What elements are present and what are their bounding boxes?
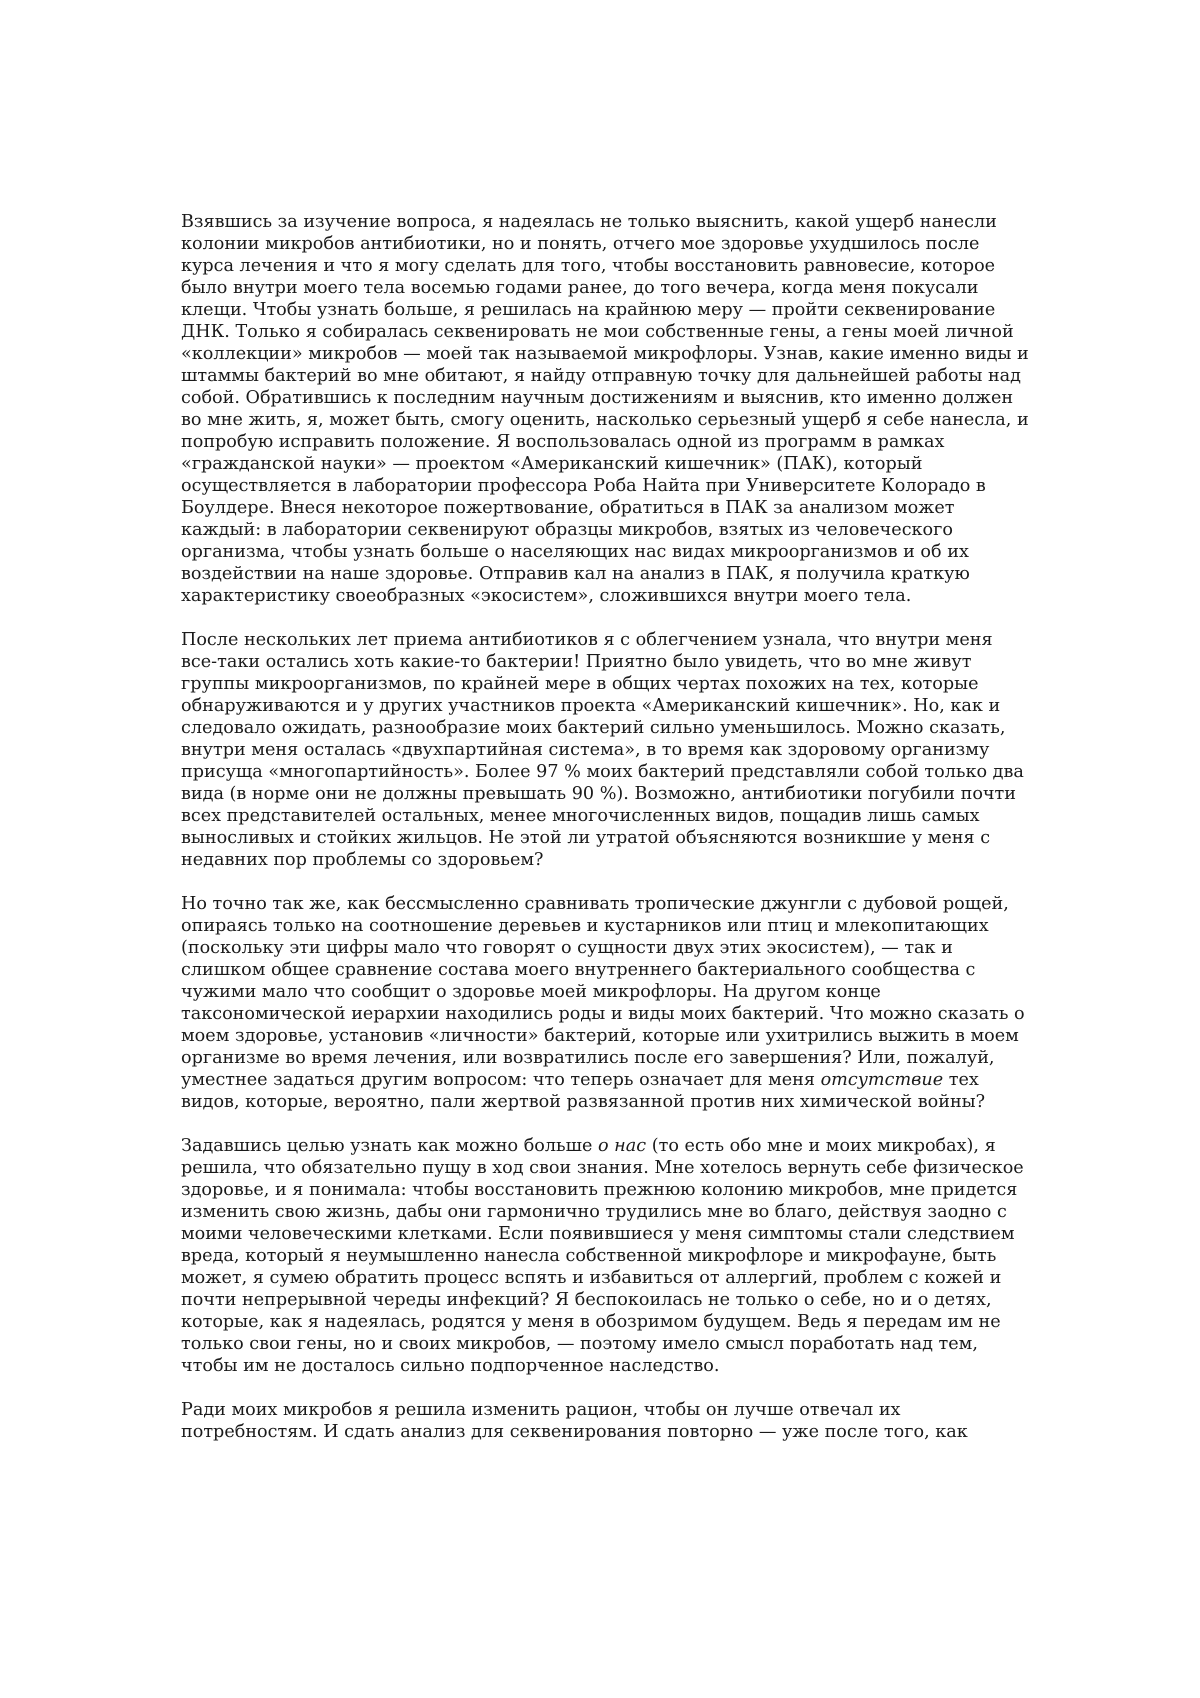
paragraph-3-text-end: тех видов, которые, вероятно, пали жертвой развязанной против них химической войны? <box>181 1070 986 1112</box>
italic-emphasis-o-nas: о нас <box>598 1136 647 1156</box>
paragraph-4-text-end: (то есть обо мне и моих микробах), я решила, что обязательно пущу в ход свои знания. Мне хотелось вернуть себе физическое здоровье, и я понимала: чтобы восстановить прежнюю колонию микробов, мне придется изменить свою жизнь, дабы они гармонично трудились мне во благо, действуя заодно с моими человеческими клетками. Если появившиеся у меня симптомы стали следствием вреда, который я неумышленно нанесла собственной микрофлоре и микрофауне, быть может, я сумею обратить процесс вспять и избавиться от аллергий, проблем с кожей и почти непрерывной череды инфекций? Я беспокоилась не только о себе, но и о детях, которые, как я надеялась, родятся у меня в обозримом будущем. Ведь я передам им не только свои гены, но и своих микробов, — поэтому имело смысл поработать над тем, чтобы им не досталось сильно подпорченное наследство. <box>181 1136 1024 1376</box>
paragraph-3 <box>181 893 1031 1113</box>
paragraph-4-text-start: Задавшись целью узнать как можно больше <box>181 1136 598 1156</box>
paragraph-4 <box>181 1135 1031 1377</box>
paragraph-2 <box>181 629 1031 871</box>
paragraph-5-text: Ради моих микробов я решила изменить рацион, чтобы он лучше отвечал их потребностям. И сдать анализ для секвенирования повторно — уже после того, как <box>181 1400 968 1442</box>
paragraph-5 <box>181 1399 1031 1443</box>
paragraph-3-text-start: Но точно так же, как бессмысленно сравнивать тропические джунгли с дубовой рощей, опираясь только на соотношение деревьев и кустарников или птиц и млекопитающих (поскольку эти цифры мало что говорят о сущности двух этих экосистем), — так и слишком общее сравнение состава моего внутреннего бактериального сообщества с чужими мало что сообщит о здоровье моей микрофлоры. На другом конце таксономической иерархии находились роды и виды моих бактерий. Что можно сказать о моем здоровье, установив «личности» бактерий, которые или ухитрились выжить в моем организме во время лечения, или возвратились после его завершения? Или, пожалуй, уместнее задаться другим вопросом: что теперь означает для меня <box>181 894 1025 1090</box>
italic-emphasis-otsutstvie: отсутствие <box>820 1070 944 1090</box>
paragraph-1-text: Взявшись за изучение вопроса, я надеялась не только выяснить, какой ущерб нанесли колонии микробов антибиотики, но и понять, отчего мое здоровье ухудшилось после курса лечения и что я могу сделать для того, чтобы восстановить равновесие, которое было внутри моего тела восемью годами ранее, до того вечера, когда меня покусали клещи. Чтобы узнать больше, я решилась на крайнюю меру — пройти секвенирование ДНК. Только я собиралась секвенировать не мои собственные гены, а гены моей личной «коллекции» микробов — моей так называемой микрофлоры. Узнав, какие именно виды и штаммы бактерий во мне обитают, я найду отправную точку для дальнейшей работы над собой. Обратившись к последним научным достижениям и выяснив, кто именно должен во мне жить, я, может быть, смогу оценить, насколько серьезный ущерб я себе нанесла, и попробую исправить положение. Я воспользовалась одной из программ в рамках «гражданской науки» — проектом «Американский кишечник» (ПАК), который осуществляется в лаборатории профессора Роба Найта при Университете Колорадо в Боулдере. Внеся некоторое пожертвование, обратиться в ПАК за анализом может каждый: в лаборатории секвенируют образцы микробов, взятых из человеческого организма, чтобы узнать больше о населяющих нас видах микроорганизмов и об их воздействии на наше здоровье. Отправив кал на анализ в ПАК, я получила краткую характеристику своеобразных «экосистем», сложившихся внутри моего тела. <box>181 212 1029 606</box>
paragraph-2-text: После нескольких лет приема антибиотиков я с облегчением узнала, что внутри меня все-таки остались хоть какие-то бактерии! Приятно было увидеть, что во мне живут группы микроорганизмов, по крайней мере в общих чертах похожих на тех, которые обнаруживаются и у других участников проекта «Американский кишечник». Но, как и следовало ожидать, разнообразие моих бактерий сильно уменьшилось. Можно сказать, внутри меня осталась «двухпартийная система», в то время как здоровому организму присуща «многопартийность». Более 97 % моих бактерий представляли собой только два вида (в норме они не должны превышать 90 %). Возможно, антибиотики погубили почти всех представителей остальных, менее многочисленных видов, пощадив лишь самых выносливых и стойких жильцов. Не этой ли утратой объясняются возникшие у меня с недавних пор проблемы со здоровьем? <box>181 630 1024 870</box>
body-text <box>181 211 1031 1443</box>
paragraph-1 <box>181 211 1031 607</box>
